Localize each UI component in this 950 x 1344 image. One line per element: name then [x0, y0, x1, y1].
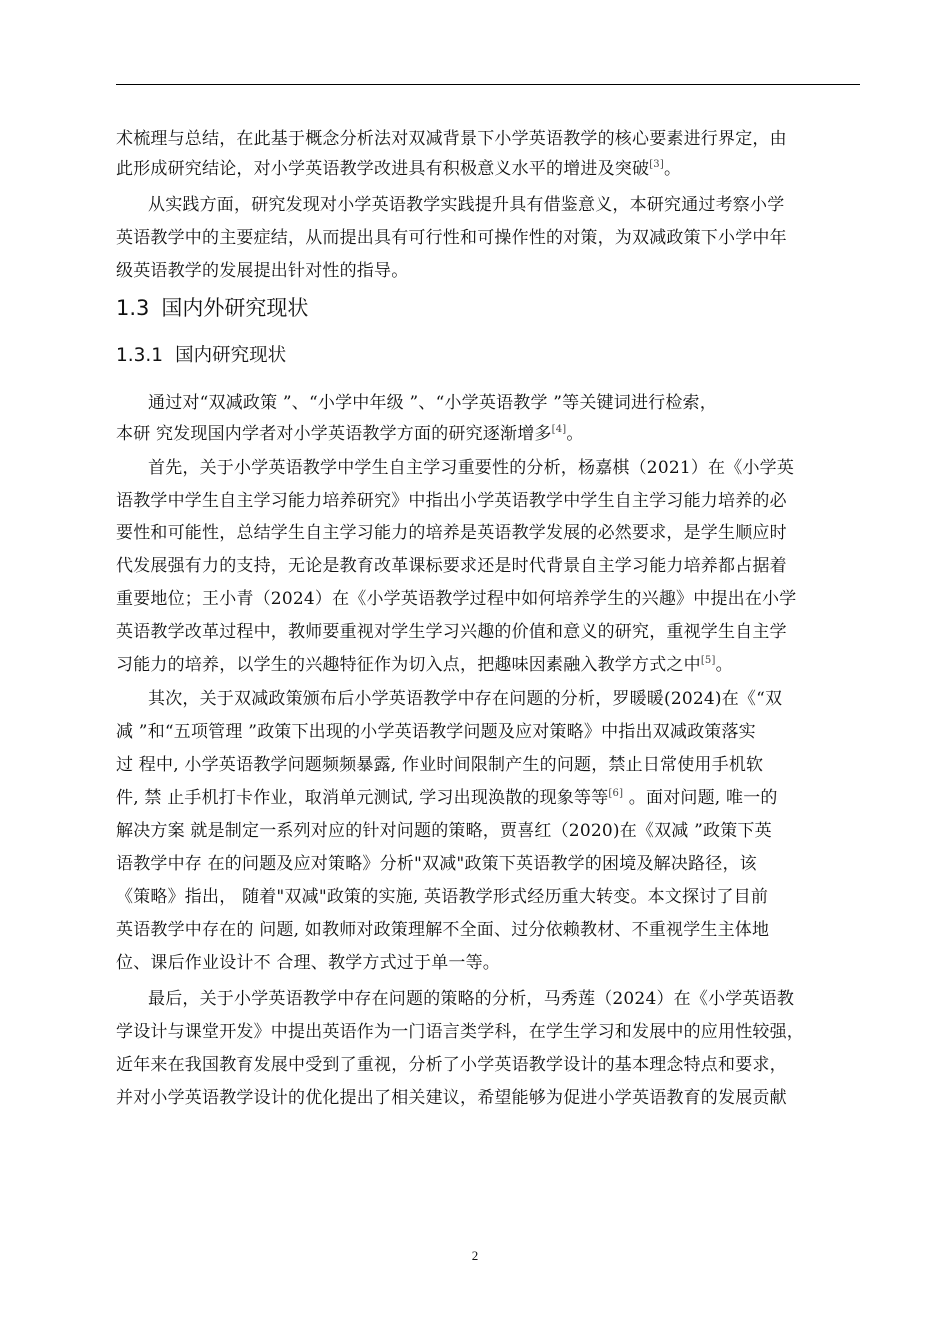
paragraph-line: 代发展强有力的支持，无论是教育改革课标要求还是时代背景自主学习能力培养都占据着	[116, 556, 787, 576]
paragraph-line: 英语教学中的主要症结，从而提出具有可行性和可操作性的对策，为双减政策下小学中年	[116, 228, 787, 248]
paragraph-line: 英语教学改革过程中，教师要重视对学生学习兴趣的价值和意义的研究，重视学生自主学	[116, 622, 787, 642]
section-heading	[116, 293, 308, 323]
paragraph-line: 《策略》指出， 随着"双减"政策的实施, 英语教学形式经历重大转变。本文探讨了目前	[116, 887, 769, 907]
paragraph-line: 从实践方面，研究发现对小学英语教学实践提升具有借鉴意义，本研究通过考察小学	[148, 195, 785, 215]
paragraph-line: 位、课后作业设计不 合理、教学方式过于单一等。	[116, 953, 501, 973]
paragraph-line: 通过对“双减政策 ”、“小学中年级 ”、“小学英语教学 ”等关键词进行检索，	[148, 393, 717, 413]
citation-ref: [6]	[608, 788, 624, 799]
paragraph-line: 首先，关于小学英语教学中学生自主学习重要性的分析，杨嘉棋（2021）在《小学英	[148, 458, 795, 478]
paragraph-line: 减 ”和“五项管理 ”政策下出现的小学英语教学问题及应对策略》中指出双减政策落实	[116, 722, 756, 742]
subsection-number: 1.3.1	[116, 345, 164, 366]
paragraph-line: 习能力的培养，以学生的兴趣特征作为切入点，把趣味因素融入教学方式之中[5]。	[116, 655, 733, 675]
header-rule	[116, 84, 860, 85]
paragraph-line: 重要地位；王小青（2024）在《小学英语教学过程中如何培养学生的兴趣》中提出在小学	[116, 589, 797, 609]
paragraph-line: 最后，关于小学英语教学中存在问题的策略的分析，马秀莲（2024）在《小学英语教	[148, 989, 795, 1009]
paragraph-line: 近年来在我国教育发展中受到了重视，分析了小学英语教学设计的基本理念特点和要求，	[116, 1055, 787, 1075]
paragraph-line: 并对小学英语教学设计的优化提出了相关建议，希望能够为促进小学英语教育的发展贡献	[116, 1088, 787, 1108]
section-number: 1.3	[116, 296, 150, 320]
paragraph-line: 其次，关于双减政策颁布后小学英语教学中存在问题的分析，罗暖暖(2024)在《“双	[148, 689, 783, 709]
paragraph-line: 语教学中学生自主学习能力培养研究》中指出小学英语教学中学生自主学习能力培养的必	[116, 491, 787, 511]
paragraph-line: 本研 究发现国内学者对小学英语教学方面的研究逐渐增多[4]。	[116, 424, 584, 444]
citation-ref: [4]	[551, 424, 567, 435]
paragraph-line: 级英语教学的发展提出针对性的指导。	[116, 261, 409, 281]
subsection-heading	[116, 341, 286, 371]
citation-ref: [5]	[700, 655, 716, 666]
paragraph-line: 件, 禁 止手机打卡作业，取消单元测试, 学习出现涣散的现象等等[6] 。面对问题, 唯一的	[116, 788, 778, 808]
page-number: 2	[471, 1248, 479, 1263]
paragraph-line: 过 程中, 小学英语教学问题频频暴露, 作业时间限制产生的问题，禁止日常使用手机软	[116, 755, 764, 775]
paragraph-line: 术梳理与总结，在此基于概念分析法对双减背景下小学英语教学的核心要素进行界定，由	[116, 129, 787, 149]
paragraph-line: 英语教学中存在的 问题, 如教师对政策理解不全面、过分依赖教材、不重视学生主体地	[116, 920, 770, 940]
citation-ref: [3]	[649, 159, 664, 170]
paragraph-line: 学设计与课堂开发》中提出英语作为一门语言类学科，在学生学习和发展中的应用性较强，	[116, 1022, 804, 1042]
paragraph-line: 要性和可能性，总结学生自主学习能力的培养是英语教学发展的必然要求，是学生顺应时	[116, 523, 787, 543]
paragraph-line: 此形成研究结论，对小学英语教学改进具有积极意义水平的增进及突破[3]。	[116, 159, 682, 179]
subsection-title: 国内研究现状	[175, 345, 287, 366]
paragraph-line: 语教学中存 在的问题及应对策略》分析"双减"政策下英语教学的困境及解决路径，该	[116, 854, 757, 874]
section-title: 国内外研究现状	[161, 296, 309, 320]
paragraph-line: 解决方案 就是制定一系列对应的针对问题的策略，贾喜红（2020)在《双减 ”政策下英	[116, 821, 772, 841]
